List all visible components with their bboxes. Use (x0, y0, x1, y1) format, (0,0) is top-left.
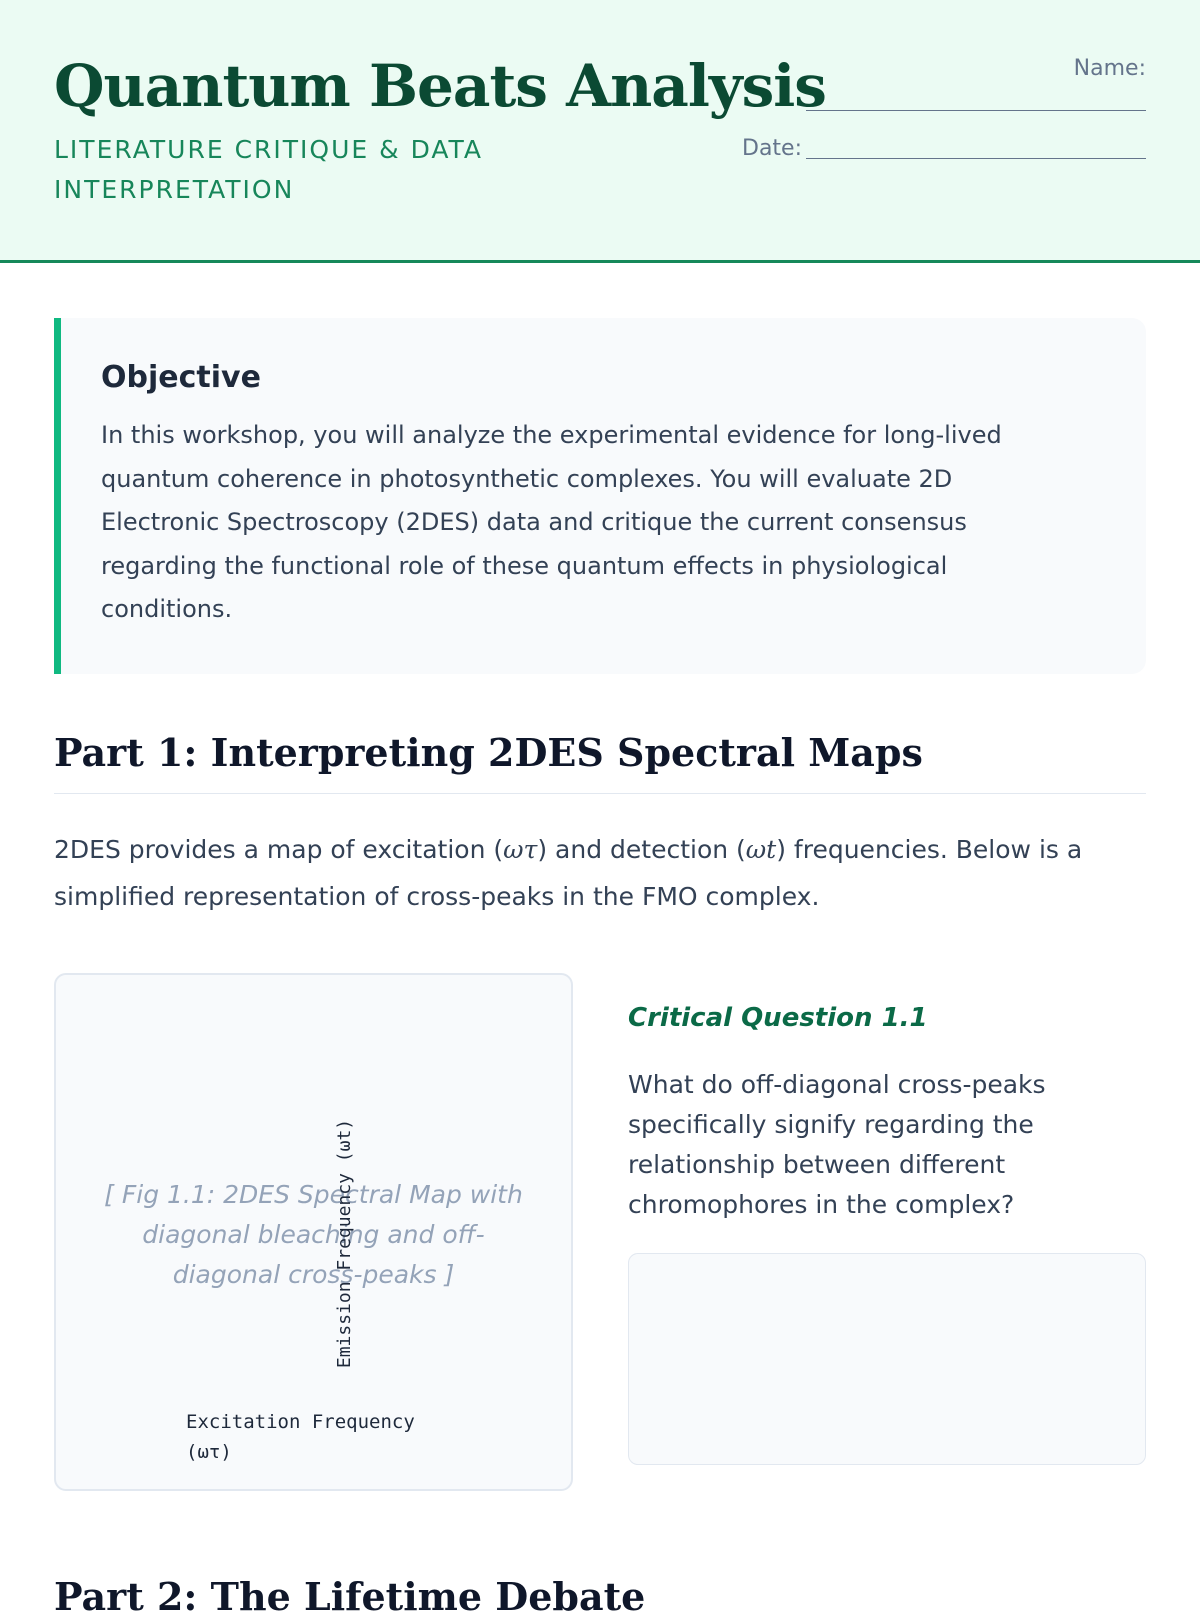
part-2-title: Part 2: The Lifetime Debate (54, 1574, 646, 1619)
page-title: Quantum Beats Analysis (54, 52, 826, 120)
intro-text-start: 2DES provides a map of excitation ( (54, 835, 504, 864)
critical-question-title: Critical Question 1.1 (628, 1003, 928, 1033)
excitation-symbol: ωτ (503, 835, 538, 864)
part-1-title: Part 1: Interpreting 2DES Spectral Maps (54, 730, 923, 775)
date-field-line[interactable] (806, 158, 1146, 159)
intro-text-middle: ) and detection ( (537, 835, 746, 864)
x-axis-label: Excitation Frequency (ωτ) (186, 1411, 415, 1463)
y-axis-label: Emission Frequency (ωt) (334, 1118, 356, 1369)
objective-heading: Objective (101, 360, 261, 395)
answer-box[interactable] (628, 1253, 1146, 1465)
spectral-map-figure (54, 973, 573, 1491)
date-label: Date: (742, 136, 802, 161)
section-divider (54, 793, 1146, 794)
name-field-line[interactable] (806, 110, 1146, 111)
page-subtitle: LITERATURE CRITIQUE & DATA INTERPRETATION (54, 135, 483, 204)
critical-question-text: What do off-diagonal cross-peaks specifically signify regarding the relationship between different chromophores in the complex? (628, 1070, 1046, 1219)
figure-caption: [ Fig 1.1: 2DES Spectral Map with diagonal bleaching and off-diagonal cross-peaks ] (104, 1180, 523, 1289)
name-label: Name: (1073, 56, 1146, 81)
objective-box (54, 318, 1146, 674)
objective-text: In this workshop, you will analyze the experimental evidence for long-lived quantum coherence in photosynthetic complexes. You will evaluate 2D Electronic Spectroscopy (2DES) data and critique the current consensus regarding the functional role of these quantum effects in physiological conditions. (101, 421, 1002, 623)
worksheet-header (0, 0, 1200, 263)
detection-symbol: ωt (745, 835, 777, 864)
intro-text-end: ) frequencies. Below is a simplified representation of cross-peaks in the FMO complex. (54, 835, 1083, 911)
part-1-intro (54, 826, 1146, 920)
